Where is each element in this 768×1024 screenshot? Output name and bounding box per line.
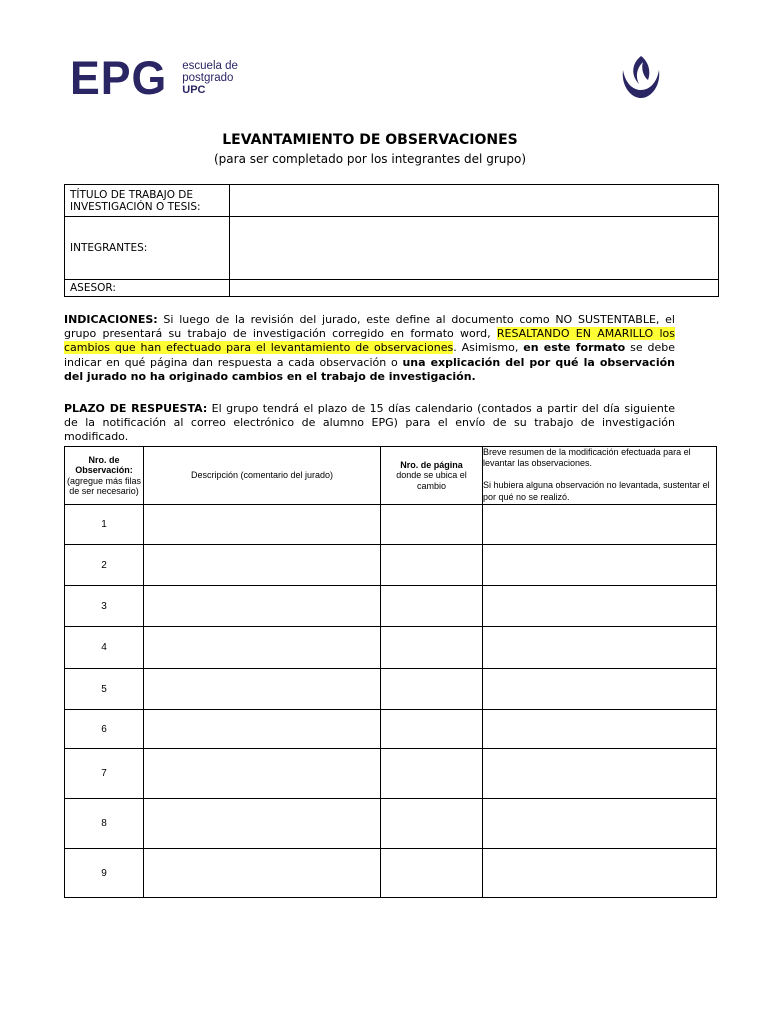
pagina-cell[interactable] [381,586,483,627]
resumen-cell[interactable] [483,505,717,545]
resumen-cell[interactable] [483,586,717,627]
table-row [65,545,717,586]
col3-bold: Nro. de página [400,459,463,470]
plazo-paragraph [64,402,675,445]
integrantes-label: INTEGRANTES: [65,217,230,280]
info-table [64,184,719,297]
indicaciones-label: INDICACIONES: [64,313,158,326]
pagina-cell[interactable] [381,669,483,710]
resumen-cell[interactable] [483,799,717,849]
row-number: 8 [65,799,144,849]
logo-epg-text: EPG [70,51,168,104]
titulo-label-line-1: TÍTULO DE TRABAJO DE [70,188,194,201]
row-number: 1 [65,505,144,545]
col1-sub: (agregue más filas de ser necesario) [66,475,142,496]
pagina-cell[interactable] [381,545,483,586]
titulo-field[interactable] [230,185,719,217]
indicaciones-paragraph [64,313,675,384]
indicaciones-text-3: se debe indicar en qué página dan respuesta a cada observación o [64,341,675,369]
resumen-cell[interactable] [483,545,717,586]
observations-table [64,446,717,898]
table-row [65,799,717,849]
row-number: 9 [65,849,144,898]
plazo-text: El grupo tendrá el plazo de 15 días calendario (contados a partir del día siguiente de la notificación al correo electrónico de alumno EPG) para el envío de su trabajo de investigación modificado. [64,402,675,444]
titulo-label [65,185,230,217]
indicaciones-text-2: . Asimismo, [453,341,524,355]
resumen-cell[interactable] [483,849,717,898]
titulo-label-line-2: INVESTIGACIÓN O TESIS: [70,200,201,213]
page-subtitle: (para ser completado por los integrantes del grupo) [213,152,527,166]
descripcion-cell[interactable] [144,849,381,898]
table-row [65,710,717,749]
descripcion-cell[interactable] [144,545,381,586]
col4-line-1: Breve resumen de la modificación efectuada para el levantar las observaciones. [483,447,691,469]
descripcion-cell[interactable] [144,749,381,799]
table-row [65,586,717,627]
logo-line-1: escuela de [182,59,238,72]
table-row [65,669,717,710]
descripcion-cell[interactable] [144,586,381,627]
row-number: 4 [65,627,144,669]
row-number: 3 [65,586,144,627]
epg-logo [70,51,238,104]
resumen-cell[interactable] [483,749,717,799]
pagina-cell[interactable] [381,749,483,799]
col3-sub: donde se ubica el cambio [396,470,467,491]
descripcion-cell[interactable] [144,505,381,545]
descripcion-cell[interactable] [144,710,381,749]
resumen-cell[interactable] [483,710,717,749]
table-row [65,849,717,898]
pagina-cell[interactable] [381,505,483,545]
indicaciones-bold-1: en este formato [523,341,626,355]
col-resumen-header [483,447,717,505]
descripcion-cell[interactable] [144,799,381,849]
indicaciones-highlight: RESALTANDO EN AMARILLO los cambios que han efectuado para el levantamiento de observaciones [64,327,675,355]
logo-line-3: UPC [182,83,206,96]
upc-flame-icon [617,52,665,100]
pagina-cell[interactable] [381,799,483,849]
indicaciones-text-1: Si luego de la revisión del jurado, este define al documento como NO SUSTENTABLE, el grupo presentará su trabajo de investigación corregido en formato word, [64,313,675,341]
table-row [65,627,717,669]
resumen-cell[interactable] [483,669,717,710]
pagina-cell[interactable] [381,627,483,669]
asesor-field[interactable] [230,280,719,297]
resumen-cell[interactable] [483,627,717,669]
pagina-cell[interactable] [381,849,483,898]
descripcion-cell[interactable] [144,669,381,710]
col-nro-pagina-header [381,447,483,505]
integrantes-field[interactable] [230,217,719,280]
indicaciones-bold-2: una explicación del por qué la observación del jurado no ha originado cambios en el trabajo de investigación. [64,355,675,383]
col1-bold: Nro. de Observación: [75,454,133,475]
observations-body [65,505,717,898]
row-number: 6 [65,710,144,749]
asesor-label: ASESOR: [65,280,230,297]
col4-line-2: Si hubiera alguna observación no levantada, sustentar el por qué no se realizó. [483,480,710,502]
row-number: 2 [65,545,144,586]
pagina-cell[interactable] [381,710,483,749]
page-title: LEVANTAMIENTO DE OBSERVACIONES [222,132,518,148]
plazo-label: PLAZO DE RESPUESTA: [64,402,208,415]
logo-subtitle [182,60,238,96]
col-nro-observacion-header [65,447,144,505]
row-number: 5 [65,669,144,710]
row-number: 7 [65,749,144,799]
table-row [65,749,717,799]
logo-line-2: postgrado [182,71,234,84]
table-row [65,505,717,545]
descripcion-cell[interactable] [144,627,381,669]
col-descripcion-header: Descripción (comentario del jurado) [144,447,381,505]
